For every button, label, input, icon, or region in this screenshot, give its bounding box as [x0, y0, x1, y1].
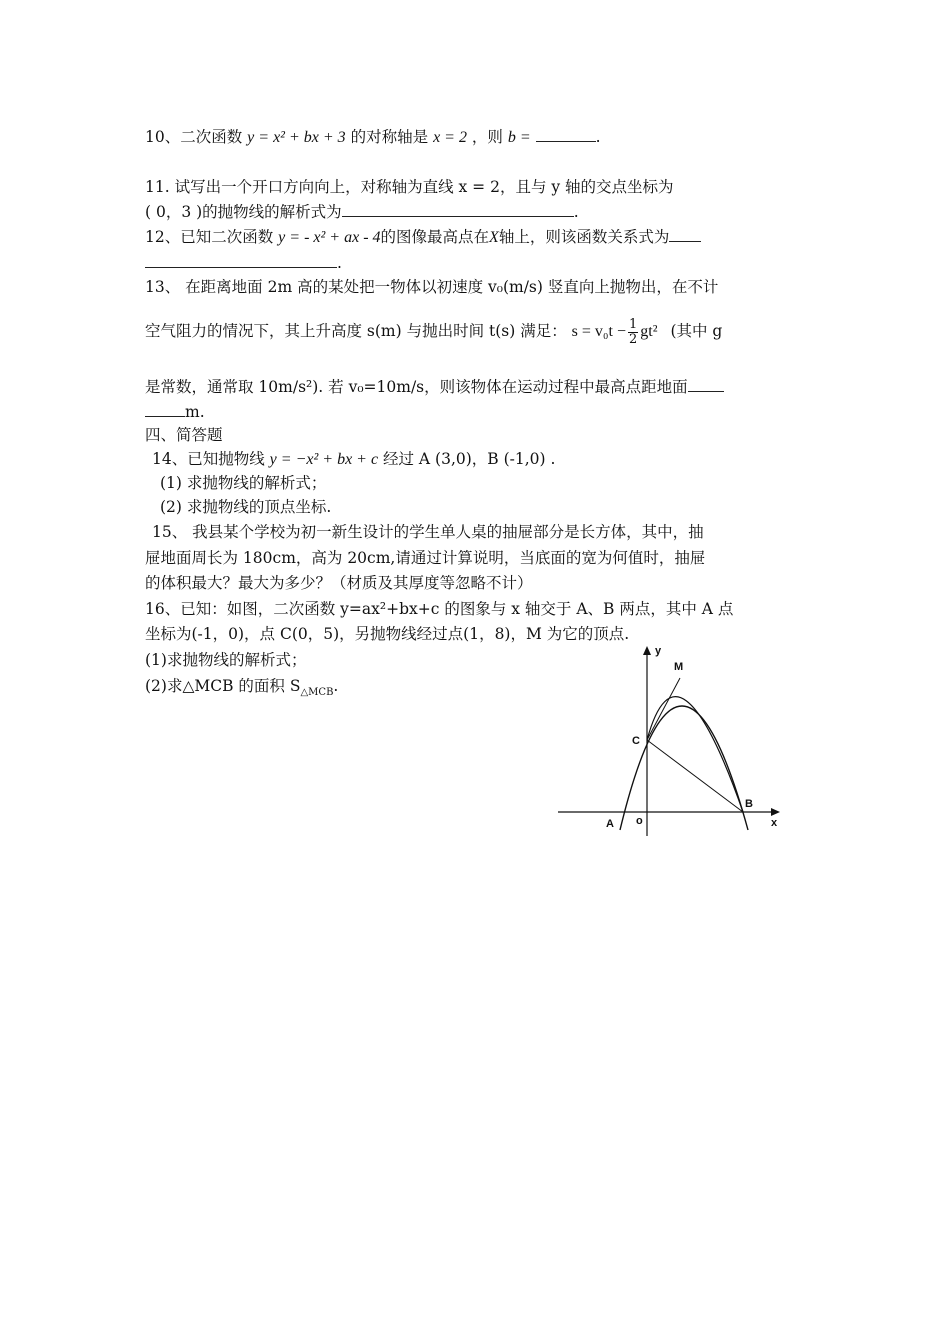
q12-answer-blank-a[interactable] [669, 240, 701, 242]
q13-answer-blank-a[interactable] [688, 390, 724, 392]
q16-part2-text: (2)求△MCB 的面积 S [145, 677, 301, 695]
q13-line2-tail: (其中 g [670, 322, 723, 341]
q10-middle: 的对称轴是 [350, 128, 429, 146]
q13-line4 [145, 403, 205, 422]
section4-heading: 四、简答题 [145, 426, 223, 444]
q13-frac-num: 1 [628, 317, 638, 332]
q16-line2: 坐标为(-1，0)，点 C(0，5)，另抛物线经过点(1，8)，M 为它的顶点. [145, 625, 630, 643]
q12-formula: y = - x² + ax - 4 [278, 229, 381, 246]
q10-answer-var: b = [507, 129, 531, 146]
label-y: y [655, 645, 662, 657]
q13-line2-text: 空气阻力的情况下，其上升高度 s(m) 与抛出时间 t(s) 满足： [145, 322, 567, 341]
q11-line2 [145, 203, 579, 222]
q11-line1: 11. 试写出一个开口方向向上，对称轴为直线 x = 2，且与 y 轴的交点坐标为 [145, 178, 674, 196]
label-a: A [606, 818, 614, 830]
q16-part2-sub: △MCB [300, 687, 334, 699]
q13-formula-right: gt² [640, 323, 658, 341]
q13-fraction [628, 318, 638, 346]
q10-line [145, 128, 601, 147]
segment-cm [647, 678, 680, 740]
label-b: B [745, 798, 753, 810]
q16-part2-end: . [333, 677, 339, 695]
q11-answer-blank[interactable] [342, 215, 574, 217]
q14-part1: (1) 求抛物线的解析式； [160, 474, 327, 492]
q12-line2 [145, 254, 342, 273]
q12-end: . [337, 254, 342, 272]
q15-line3: 的体积最大？最大为多少？（材质及其厚度等忽略不计） [145, 574, 533, 592]
q12-prefix: 12、已知二次函数 [145, 228, 274, 246]
q14-suffix: 经过 A (3,0)，B (-1,0) . [383, 450, 556, 468]
q15-line2: 屉地面周长为 180cm，高为 20cm,请通过计算说明，当底面的宽为何值时，抽屉 [145, 549, 706, 567]
q13-line1: 13、 在距离地面 2m 高的某处把一物体以初速度 v₀(m/s) 竖直向上抛物出，在不计 [145, 278, 719, 296]
q13-line4-tail: m. [185, 403, 205, 421]
x-axis-arrow [771, 808, 780, 816]
q10-prefix: 10、二次函数 [145, 128, 243, 146]
y-axis-arrow [643, 646, 651, 655]
q12-middle: 的图像最高点在 [380, 228, 490, 246]
q13-frac-den: 2 [628, 331, 638, 347]
label-c: C [632, 735, 640, 747]
q16-line1: 16、已知：如图，二次函数 y=ax²+bx+c 的图象与 x 轴交于 A、B 两点，其中 A 点 [145, 600, 734, 618]
q13-answer-blank-b[interactable] [145, 415, 185, 417]
q14-prefix: 14、已知抛物线 [152, 450, 265, 468]
q16-part2 [145, 677, 338, 699]
q10-answer-blank[interactable] [536, 140, 596, 142]
q14-formula: y = −x² + bx + c [269, 451, 379, 468]
q13-line3-text: 是常数，通常取 10m/s²). 若 v₀=10m/s，则该物体在运动过程中最高点距地面 [145, 378, 688, 396]
q13-line3 [145, 378, 724, 397]
q12-axis-var: X [489, 229, 499, 246]
q13-formula-left: s = v₀t − [571, 323, 626, 341]
q12-answer-blank-b[interactable] [145, 266, 337, 268]
label-x: x [771, 817, 778, 829]
q10-axis: x = 2 [433, 129, 467, 146]
q11-line2-text: ( 0，3 )的抛物线的解析式为 [145, 203, 342, 221]
label-m: M [674, 661, 684, 673]
q14-line [152, 450, 555, 469]
q15-line1: 15、 我县某个学校为初一新生设计的学生单人桌的抽屉部分是长方体，其中，抽 [152, 523, 704, 541]
parabola-figure [556, 640, 786, 840]
q10-formula: y = x² + bx + 3 [247, 129, 346, 146]
segment-cb [647, 740, 743, 812]
q12-suffix: 轴上，则该函数关系式为 [498, 228, 670, 246]
q12-line [145, 228, 701, 247]
q10-comma: ，则 [471, 128, 503, 146]
q11-end: . [573, 203, 579, 221]
q16-part1: (1)求抛物线的解析式； [145, 651, 307, 669]
q14-part2: (2) 求抛物线的顶点坐标. [160, 498, 332, 516]
label-o: o [636, 815, 643, 827]
q13-line2 [145, 318, 722, 346]
q10-end: . [595, 128, 601, 146]
